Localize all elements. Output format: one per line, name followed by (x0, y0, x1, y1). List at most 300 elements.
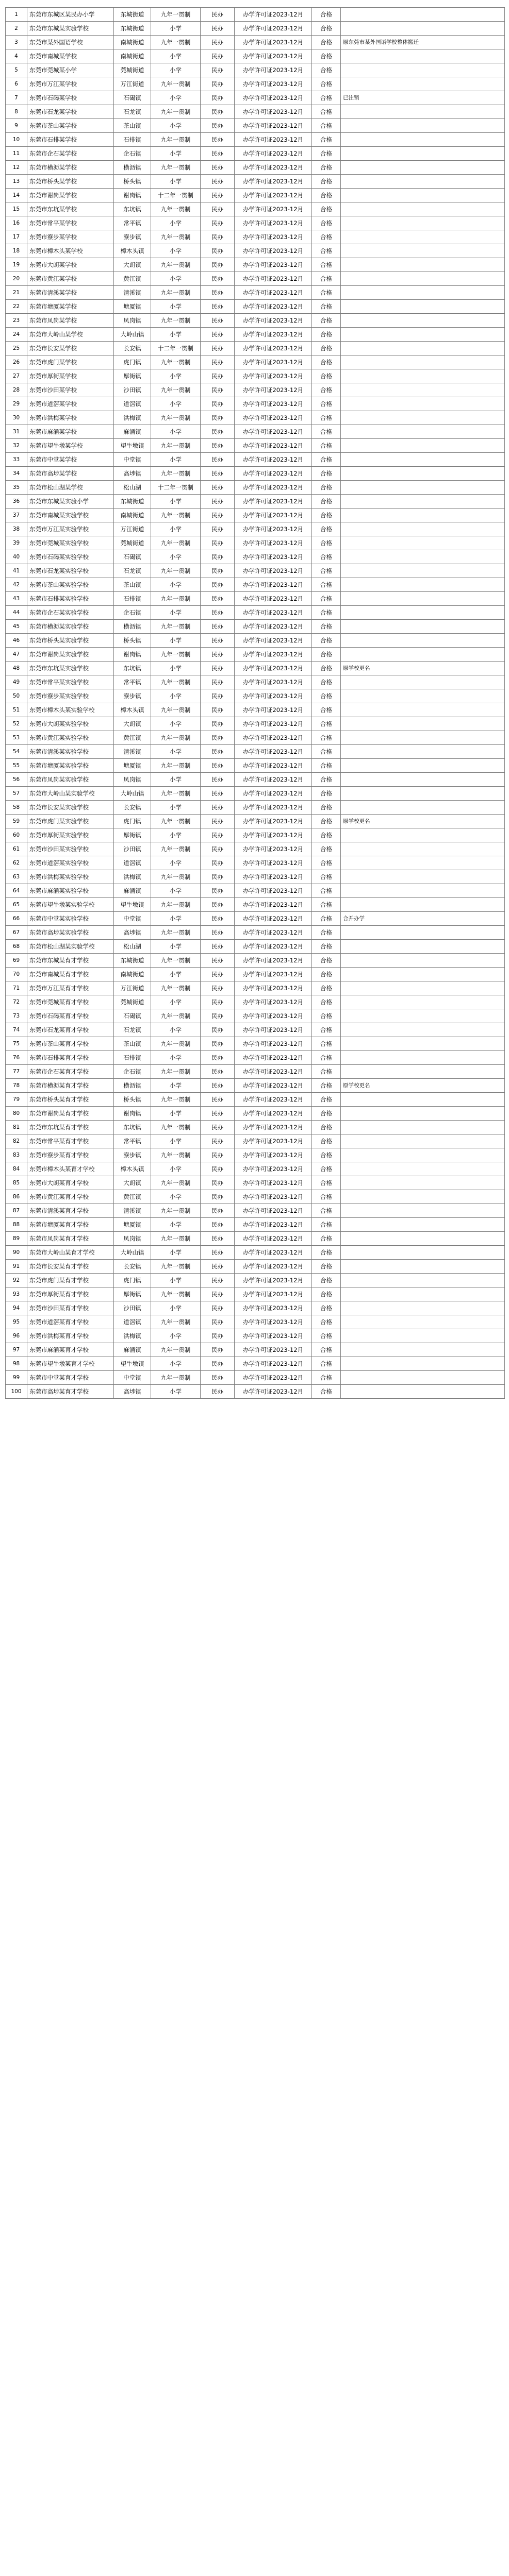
license-date: 办学许可证2023-12月 (235, 1287, 312, 1301)
row-number: 8 (6, 105, 27, 119)
school-type: 九年一贯制 (151, 1315, 201, 1329)
license-date: 办学许可证2023-12月 (235, 1009, 312, 1023)
school-type: 小学 (151, 745, 201, 759)
school-type: 小学 (151, 495, 201, 509)
school-name: 东莞市东坑某学校 (27, 202, 114, 216)
remark (341, 369, 505, 383)
school-nature: 民办 (201, 1190, 235, 1204)
school-type: 九年一贯制 (151, 383, 201, 397)
status-badge: 合格 (312, 995, 341, 1009)
row-number: 54 (6, 745, 27, 759)
school-name: 东莞市虎门某育才学校 (27, 1274, 114, 1287)
status-badge: 合格 (312, 1023, 341, 1037)
district: 麻涌镇 (114, 884, 151, 898)
license-date: 办学许可证2023-12月 (235, 216, 312, 230)
district: 道滘镇 (114, 1315, 151, 1329)
row-number: 47 (6, 648, 27, 662)
school-nature: 民办 (201, 564, 235, 578)
license-date: 办学许可证2023-12月 (235, 801, 312, 815)
school-name: 东莞市莞城某实验学校 (27, 536, 114, 550)
remark (341, 787, 505, 801)
school-name: 东莞市企石某实验学校 (27, 606, 114, 620)
license-date: 办学许可证2023-12月 (235, 1301, 312, 1315)
status-badge: 合格 (312, 1329, 341, 1343)
license-date: 办学许可证2023-12月 (235, 63, 312, 77)
school-type: 九年一贯制 (151, 77, 201, 91)
status-badge: 合格 (312, 495, 341, 509)
school-type: 九年一贯制 (151, 620, 201, 634)
row-number: 31 (6, 425, 27, 439)
school-name: 东莞市万江某实验学校 (27, 522, 114, 536)
school-name: 东莞市横沥某育才学校 (27, 1079, 114, 1093)
district: 石龙镇 (114, 1023, 151, 1037)
row-number: 17 (6, 230, 27, 244)
license-date: 办学许可证2023-12月 (235, 439, 312, 453)
license-date: 办学许可证2023-12月 (235, 995, 312, 1009)
school-name: 东莞市万江某学校 (27, 77, 114, 91)
school-name: 东莞市横沥某学校 (27, 161, 114, 175)
license-date: 办学许可证2023-12月 (235, 620, 312, 634)
remark (341, 22, 505, 36)
school-nature: 民办 (201, 1023, 235, 1037)
status-badge: 合格 (312, 230, 341, 244)
school-name: 东莞市长安某育才学校 (27, 1260, 114, 1274)
school-type: 九年一贯制 (151, 1093, 201, 1107)
school-type: 小学 (151, 1218, 201, 1232)
row-number: 22 (6, 300, 27, 314)
school-name: 东莞市樟木头某育才学校 (27, 1162, 114, 1176)
school-name: 东莞市长安某学校 (27, 342, 114, 355)
row-number: 52 (6, 717, 27, 731)
row-number: 11 (6, 147, 27, 161)
status-badge: 合格 (312, 1357, 341, 1371)
school-nature: 民办 (201, 202, 235, 216)
school-nature: 民办 (201, 175, 235, 189)
status-badge: 合格 (312, 759, 341, 773)
remark (341, 703, 505, 717)
district: 寮步镇 (114, 689, 151, 703)
remark (341, 981, 505, 995)
remark (341, 1357, 505, 1371)
row-number: 28 (6, 383, 27, 397)
license-date: 办学许可证2023-12月 (235, 1065, 312, 1079)
status-badge: 合格 (312, 912, 341, 926)
school-nature: 民办 (201, 467, 235, 481)
license-date: 办学许可证2023-12月 (235, 1232, 312, 1246)
table-row (6, 300, 505, 314)
status-badge: 合格 (312, 1093, 341, 1107)
school-name: 东莞市凤岗某学校 (27, 314, 114, 328)
school-name: 东莞市洪梅某学校 (27, 411, 114, 425)
row-number: 41 (6, 564, 27, 578)
school-nature: 民办 (201, 1357, 235, 1371)
license-date: 办学许可证2023-12月 (235, 1134, 312, 1148)
license-date: 办学许可证2023-12月 (235, 189, 312, 202)
school-type: 小学 (151, 912, 201, 926)
table-row (6, 926, 505, 940)
row-number: 67 (6, 926, 27, 940)
table-row (6, 1287, 505, 1301)
table-row (6, 369, 505, 383)
status-badge: 合格 (312, 954, 341, 968)
row-number: 56 (6, 773, 27, 787)
school-type: 九年一贯制 (151, 1009, 201, 1023)
row-number: 66 (6, 912, 27, 926)
district: 中堂镇 (114, 912, 151, 926)
school-type: 九年一贯制 (151, 355, 201, 369)
school-name: 东莞市企石某育才学校 (27, 1065, 114, 1079)
remark (341, 592, 505, 606)
status-badge: 合格 (312, 968, 341, 981)
table-row (6, 940, 505, 954)
school-nature: 民办 (201, 189, 235, 202)
district: 大岭山镇 (114, 328, 151, 342)
row-number: 76 (6, 1051, 27, 1065)
license-date: 办学许可证2023-12月 (235, 968, 312, 981)
school-nature: 民办 (201, 49, 235, 63)
school-nature: 民办 (201, 648, 235, 662)
school-name: 东莞市厚街某实验学校 (27, 828, 114, 842)
school-nature: 民办 (201, 634, 235, 648)
row-number: 84 (6, 1162, 27, 1176)
license-date: 办学许可证2023-12月 (235, 522, 312, 536)
district: 东城街道 (114, 954, 151, 968)
row-number: 59 (6, 815, 27, 828)
school-nature: 民办 (201, 815, 235, 828)
table-row (6, 1301, 505, 1315)
school-name: 东莞市石排某实验学校 (27, 592, 114, 606)
school-name: 东莞市石碣某学校 (27, 91, 114, 105)
school-name: 东莞市石龙某学校 (27, 105, 114, 119)
district: 谢岗镇 (114, 189, 151, 202)
district: 清溪镇 (114, 1204, 151, 1218)
row-number: 83 (6, 1148, 27, 1162)
school-nature: 民办 (201, 91, 235, 105)
school-nature: 民办 (201, 940, 235, 954)
status-badge: 合格 (312, 689, 341, 703)
school-nature: 民办 (201, 453, 235, 467)
row-number: 36 (6, 495, 27, 509)
table-row (6, 1134, 505, 1148)
school-type: 九年一贯制 (151, 8, 201, 22)
row-number: 10 (6, 133, 27, 147)
license-date: 办学许可证2023-12月 (235, 787, 312, 801)
school-nature: 民办 (201, 870, 235, 884)
license-date: 办学许可证2023-12月 (235, 884, 312, 898)
school-type: 小学 (151, 689, 201, 703)
row-number: 73 (6, 1009, 27, 1023)
district: 道滘镇 (114, 397, 151, 411)
school-nature: 民办 (201, 355, 235, 369)
district: 茶山镇 (114, 1037, 151, 1051)
school-nature: 民办 (201, 509, 235, 522)
district: 沙田镇 (114, 383, 151, 397)
remark (341, 620, 505, 634)
remark (341, 133, 505, 147)
school-type: 九年一贯制 (151, 1260, 201, 1274)
school-nature: 民办 (201, 286, 235, 300)
row-number: 69 (6, 954, 27, 968)
status-badge: 合格 (312, 383, 341, 397)
school-type: 小学 (151, 717, 201, 731)
table-row (6, 634, 505, 648)
school-type: 小学 (151, 550, 201, 564)
school-type: 九年一贯制 (151, 1371, 201, 1385)
school-name: 东莞市石龙某实验学校 (27, 564, 114, 578)
school-name: 东莞市高埗某实验学校 (27, 926, 114, 940)
school-nature: 民办 (201, 22, 235, 36)
license-date: 办学许可证2023-12月 (235, 1176, 312, 1190)
school-nature: 民办 (201, 1274, 235, 1287)
license-date: 办学许可证2023-12月 (235, 954, 312, 968)
status-badge: 合格 (312, 147, 341, 161)
row-number: 68 (6, 940, 27, 954)
remark: 已注销 (341, 91, 505, 105)
school-name: 东莞市望牛墩某育才学校 (27, 1357, 114, 1371)
school-nature: 民办 (201, 828, 235, 842)
district: 黄江镇 (114, 731, 151, 745)
district: 中堂镇 (114, 1371, 151, 1385)
remark (341, 175, 505, 189)
table-row (6, 1148, 505, 1162)
school-nature: 民办 (201, 439, 235, 453)
school-nature: 民办 (201, 801, 235, 815)
school-name: 东莞市东城某实验小学 (27, 495, 114, 509)
district: 石龙镇 (114, 105, 151, 119)
row-number: 46 (6, 634, 27, 648)
license-date: 办学许可证2023-12月 (235, 1329, 312, 1343)
school-name: 东莞市企石某学校 (27, 147, 114, 161)
school-name: 东莞市某外国语学校 (27, 36, 114, 49)
license-date: 办学许可证2023-12月 (235, 1093, 312, 1107)
table-row (6, 230, 505, 244)
school-nature: 民办 (201, 495, 235, 509)
school-name: 东莞市高埗某育才学校 (27, 1385, 114, 1399)
row-number: 39 (6, 536, 27, 550)
remark (341, 1176, 505, 1190)
status-badge: 合格 (312, 1051, 341, 1065)
license-date: 办学许可证2023-12月 (235, 842, 312, 856)
remark (341, 689, 505, 703)
table-row (6, 1232, 505, 1246)
status-badge: 合格 (312, 1162, 341, 1176)
status-badge: 合格 (312, 1385, 341, 1399)
school-type: 九年一贯制 (151, 981, 201, 995)
license-date: 办学许可证2023-12月 (235, 550, 312, 564)
table-row (6, 550, 505, 564)
remark (341, 1065, 505, 1079)
school-type: 九年一贯制 (151, 1037, 201, 1051)
school-nature: 民办 (201, 1009, 235, 1023)
school-nature: 民办 (201, 842, 235, 856)
license-date: 办学许可证2023-12月 (235, 1246, 312, 1260)
row-number: 99 (6, 1371, 27, 1385)
school-name: 东莞市塘厦某实验学校 (27, 759, 114, 773)
row-number: 38 (6, 522, 27, 536)
school-type: 小学 (151, 1107, 201, 1121)
school-name: 东莞市道滘某学校 (27, 397, 114, 411)
remark (341, 1121, 505, 1134)
status-badge: 合格 (312, 105, 341, 119)
remark (341, 230, 505, 244)
school-name: 东莞市东坑某育才学校 (27, 1121, 114, 1134)
school-type: 九年一贯制 (151, 202, 201, 216)
district: 厚街镇 (114, 1287, 151, 1301)
school-type: 九年一贯制 (151, 842, 201, 856)
row-number: 9 (6, 119, 27, 133)
status-badge: 合格 (312, 703, 341, 717)
remark (341, 1051, 505, 1065)
status-badge: 合格 (312, 1009, 341, 1023)
school-nature: 民办 (201, 1051, 235, 1065)
status-badge: 合格 (312, 49, 341, 63)
district: 常平镇 (114, 1134, 151, 1148)
remark (341, 550, 505, 564)
row-number: 88 (6, 1218, 27, 1232)
school-nature: 民办 (201, 63, 235, 77)
table-row (6, 1051, 505, 1065)
remark (341, 467, 505, 481)
district: 高埗镇 (114, 926, 151, 940)
row-number: 27 (6, 369, 27, 383)
status-badge: 合格 (312, 467, 341, 481)
row-number: 42 (6, 578, 27, 592)
row-number: 3 (6, 36, 27, 49)
row-number: 16 (6, 216, 27, 230)
school-name: 东莞市望牛墩某学校 (27, 439, 114, 453)
status-badge: 合格 (312, 216, 341, 230)
status-badge: 合格 (312, 1065, 341, 1079)
school-type: 九年一贯制 (151, 954, 201, 968)
district: 企石镇 (114, 1065, 151, 1079)
license-date: 办学许可证2023-12月 (235, 912, 312, 926)
status-badge: 合格 (312, 1218, 341, 1232)
table-row (6, 244, 505, 258)
school-nature: 民办 (201, 1329, 235, 1343)
status-badge: 合格 (312, 787, 341, 801)
table-row (6, 328, 505, 342)
remark (341, 801, 505, 815)
district: 石碣镇 (114, 1009, 151, 1023)
row-number: 98 (6, 1357, 27, 1371)
district: 莞城街道 (114, 536, 151, 550)
license-date: 办学许可证2023-12月 (235, 703, 312, 717)
remark (341, 870, 505, 884)
status-badge: 合格 (312, 745, 341, 759)
license-date: 办学许可证2023-12月 (235, 926, 312, 940)
status-badge: 合格 (312, 509, 341, 522)
district: 大岭山镇 (114, 787, 151, 801)
table-row (6, 189, 505, 202)
school-name: 东莞市常平某学校 (27, 216, 114, 230)
license-date: 办学许可证2023-12月 (235, 355, 312, 369)
license-date: 办学许可证2023-12月 (235, 314, 312, 328)
school-nature: 民办 (201, 383, 235, 397)
status-badge: 合格 (312, 1343, 341, 1357)
table-row (6, 1371, 505, 1385)
license-date: 办学许可证2023-12月 (235, 1218, 312, 1232)
school-name: 东莞市石排某学校 (27, 133, 114, 147)
remark (341, 244, 505, 258)
school-type: 九年一贯制 (151, 258, 201, 272)
school-name: 东莞市黄江某实验学校 (27, 731, 114, 745)
status-badge: 合格 (312, 1190, 341, 1204)
status-badge: 合格 (312, 662, 341, 675)
license-date: 办学许可证2023-12月 (235, 369, 312, 383)
school-name: 东莞市大朗某实验学校 (27, 717, 114, 731)
license-date: 办学许可证2023-12月 (235, 328, 312, 342)
table-row (6, 1162, 505, 1176)
remark (341, 1093, 505, 1107)
remark (341, 1260, 505, 1274)
school-nature: 民办 (201, 926, 235, 940)
license-date: 办学许可证2023-12月 (235, 481, 312, 495)
table-row (6, 1190, 505, 1204)
table-row (6, 133, 505, 147)
row-number: 71 (6, 981, 27, 995)
school-name: 东莞市道滘某育才学校 (27, 1315, 114, 1329)
school-nature: 民办 (201, 731, 235, 745)
school-type: 九年一贯制 (151, 36, 201, 49)
school-type: 小学 (151, 369, 201, 383)
school-name: 东莞市万江某育才学校 (27, 981, 114, 995)
remark (341, 759, 505, 773)
school-name: 东莞市东城区某民办小学 (27, 8, 114, 22)
district: 东城街道 (114, 8, 151, 22)
school-nature: 民办 (201, 230, 235, 244)
district: 洪梅镇 (114, 411, 151, 425)
table-row (6, 258, 505, 272)
district: 虎门镇 (114, 355, 151, 369)
row-number: 64 (6, 884, 27, 898)
status-badge: 合格 (312, 425, 341, 439)
district: 沙田镇 (114, 1301, 151, 1315)
school-nature: 民办 (201, 300, 235, 314)
status-badge: 合格 (312, 926, 341, 940)
school-nature: 民办 (201, 119, 235, 133)
school-name: 东莞市大岭山某实验学校 (27, 787, 114, 801)
school-name: 东莞市望牛墩某实验学校 (27, 898, 114, 912)
license-date: 办学许可证2023-12月 (235, 147, 312, 161)
row-number: 58 (6, 801, 27, 815)
school-nature: 民办 (201, 578, 235, 592)
school-name: 东莞市厚街某学校 (27, 369, 114, 383)
remark (341, 536, 505, 550)
license-date: 办学许可证2023-12月 (235, 1079, 312, 1093)
school-nature: 民办 (201, 981, 235, 995)
school-nature: 民办 (201, 272, 235, 286)
remark (341, 383, 505, 397)
table-row (6, 856, 505, 870)
license-date: 办学许可证2023-12月 (235, 592, 312, 606)
school-nature: 民办 (201, 995, 235, 1009)
table-row (6, 1204, 505, 1218)
status-badge: 合格 (312, 355, 341, 369)
table-row (6, 564, 505, 578)
status-badge: 合格 (312, 22, 341, 36)
school-type: 小学 (151, 856, 201, 870)
row-number: 40 (6, 550, 27, 564)
school-nature: 民办 (201, 105, 235, 119)
table-row (6, 49, 505, 63)
school-type: 小学 (151, 1385, 201, 1399)
remark (341, 675, 505, 689)
district: 厚街镇 (114, 369, 151, 383)
status-badge: 合格 (312, 63, 341, 77)
row-number: 72 (6, 995, 27, 1009)
status-badge: 合格 (312, 1287, 341, 1301)
row-number: 4 (6, 49, 27, 63)
